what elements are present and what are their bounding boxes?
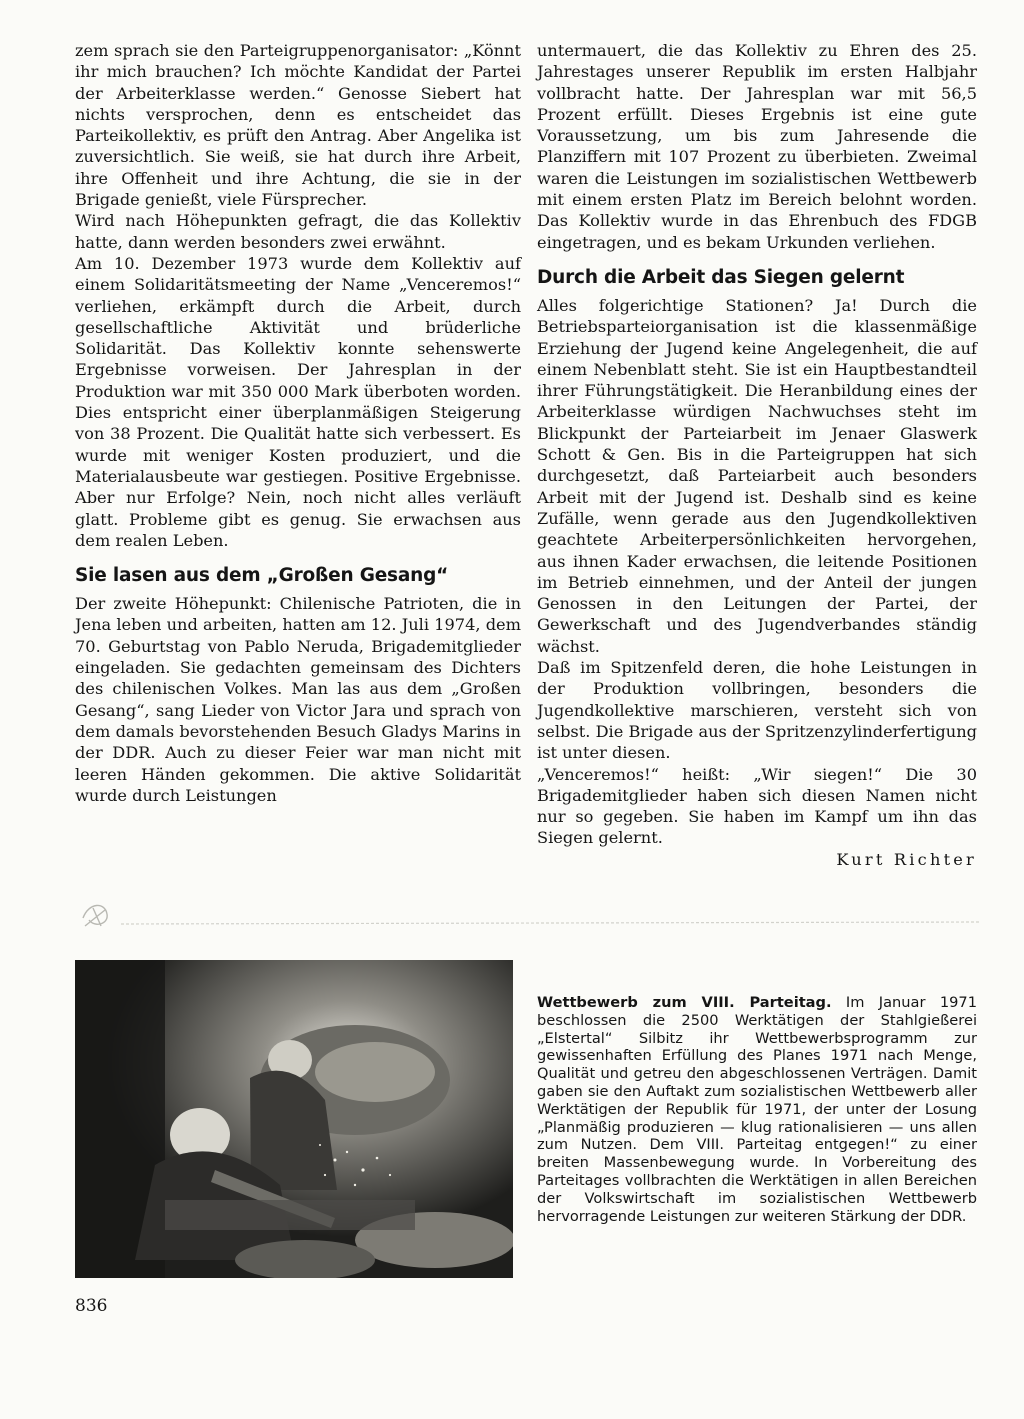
signature-line — [537, 849, 977, 870]
left-paragraph-1: zem sprach sie den Parteigruppenorganisator: „Könnt ihr mich brauchen? Ich möchte Kandidat der Partei der Arbeiterklasse werden.“ Genosse Siebert hat nichts versprochen, denn es entscheidet das Parteikollektiv, es prüft den Antrag. Aber Angelika ist zuversichtlich. Sie weiß, sie hat durch ihre Arbeit, ihre Offenheit und ihre Achtung, die sie in der Brigade genießt, viele Fürsprecher. — [75, 41, 521, 210]
left-paragraph-4: Der zweite Höhepunkt: Chilenische Patrioten, die in Jena leben und arbeiten, hatten am 12. Juli 1974, dem 70. Geburtstag von Pablo Neruda, Brigademitglieder eingeladen. Sie gedachten gemeinsam des Dichters des chilenischen Volkes. Man las aus dem „Großen Gesang“, sang Lieder von Victor Jara und sprach von dem damals bevorstehenden Besuch Gladys Marins in der DDR. Auch zu dieser Feier war man nicht mit leeren Händen gekommen. Die aktive Solidarität wurde durch Leistungen — [75, 594, 521, 805]
right-paragraph-1: untermauert, die das Kollektiv zu Ehren des 25. Jahrestages unserer Republik im ersten Halbjahr vollbracht hatte. Der Jahresplan war mit 56,5 Prozent erfüllt. Dieses Ergebnis ist eine gute Voraussetzung, um bis zum Jahresende die Planziffern mit 107 Prozent zu überbieten. Zweimal waren die Leistungen im sozialistischen Wettbewerb mit einem ersten Platz im Bereich belohnt worden. Das Kollektiv wurde in das Ehrenbuch des FDGB eingetragen, und es bekam Urkunden verliehen. — [537, 41, 977, 252]
foundry-workers-photo — [75, 960, 513, 1278]
caption-title: Wettbewerb zum VIII. Parteitag. — [537, 994, 832, 1011]
page-number: 836 — [75, 1296, 108, 1316]
section-heading-siegen-gelernt: Durch die Arbeit das Siegen gelernt — [537, 266, 905, 288]
closing-text: „Venceremos!“ heißt: „Wir siegen!“ Die 30 Brigademitglieder haben sich diesen Namen nicht nur so gegeben. Sie haben im Kampf um ihn das Siegen gelernt. — [537, 764, 977, 848]
photo-caption — [537, 994, 977, 1225]
ornament-icon — [83, 905, 107, 926]
section-heading-grosser-gesang: Sie lasen aus dem „Großen Gesang“ — [75, 565, 449, 587]
decorative-divider — [75, 898, 985, 932]
left-paragraph-3: Am 10. Dezember 1973 wurde dem Kollektiv auf einem Solidaritätsmeeting der Name „Venceremos!“ verliehen, erkämpft durch die Arbeit, durch gesellschaftliche Aktivität und brüderliche Solidarität. Das Kollektiv konnte sehenswerte Ergebnisse vorweisen. Der Jahresplan in der Produktion war mit 350 000 Mark überboten worden. Dies entspricht einer überplanmäßigen Steigerung von 38 Prozent. Die Qualität hatte sich verbessert. Es wurde mit weniger Kosten produziert, und die Materialausbeute war gestiegen. Positive Ergebnisse. Aber nur Erfolge? Nein, noch nicht alles verläuft glatt. Probleme gibt es genug. Sie erwachsen aus dem realen Leben. — [75, 253, 521, 550]
right-column — [537, 40, 977, 870]
left-column — [75, 40, 521, 806]
caption-text: Im Januar 1971 beschlossen die 2500 Werktätigen der Stahlgießerei „Elstertal“ Silbitz ihr Wettbewerbsprogramm zur gewissenhaften Erfüllung des Planes 1971 nach Menge, Qualität und getreu den abgeschlossenen Verträgen. Damit gaben sie den Auftakt zum sozialistischen Wettbewerb aller Werktätigen der Republik für 1971, der unter der Losung „Planmäßig produzieren — klug rationalisieren — uns allen zum Nutzen. Dem VIII. Parteitag entgegen!“ zu einer breiten Massenbewegung wurde. In Vorbereitung des Parteitages vollbrachten die Werktätigen in allen Bereichen der Volkswirtschaft im sozialistischen Wettbewerb hervorragende Leistungen zur weiteren Stärkung der DDR. — [537, 994, 978, 1225]
right-paragraph-2: Alles folgerichtige Stationen? Ja! Durch die Betriebsparteiorganisation ist die klassenmäßige Erziehung der Jugend keine Angelegenheit, die auf einem Nebenblatt steht. Sie ist ein Hauptbestandteil ihrer Führungstätigkeit. Die Heranbildung eines der Arbeiterklasse würdigen Nachwuchses steht im Blickpunkt der Parteiarbeit im Jenaer Glaswerk Schott & Gen. Bis in die Parteigruppen hat sich durchgesetzt, daß Parteiarbeit auch besonders Arbeit mit der Jugend ist. Deshalb sind es keine Zufälle, wenn gerade aus den Jugendkollektiven geachtete Arbeiterpersönlichkeiten hervorgehen, aus ihnen Kader erwachsen, die leitende Positionen im Betrieb einnehmen, und der Anteil der jungen Genossen in den Leitungen der Partei, der Gewerkschaft und des Jugendverbandes ständig wächst. — [537, 295, 977, 656]
right-paragraph-3: Daß im Spitzenfeld deren, die hohe Leistungen in der Produktion vollbringen, besonders die Jugendkollektive marschieren, versteht sich von selbst. Die Brigade aus der Spritzenzylinderfertigung ist unter diesen. — [537, 658, 977, 763]
author-signature: Kurt Richter — [836, 849, 977, 869]
right-paragraph-4 — [537, 764, 977, 849]
left-paragraph-2: Wird nach Höhepunkten gefragt, die das Kollektiv hatte, dann werden besonders zwei erwähnt. — [75, 211, 521, 252]
